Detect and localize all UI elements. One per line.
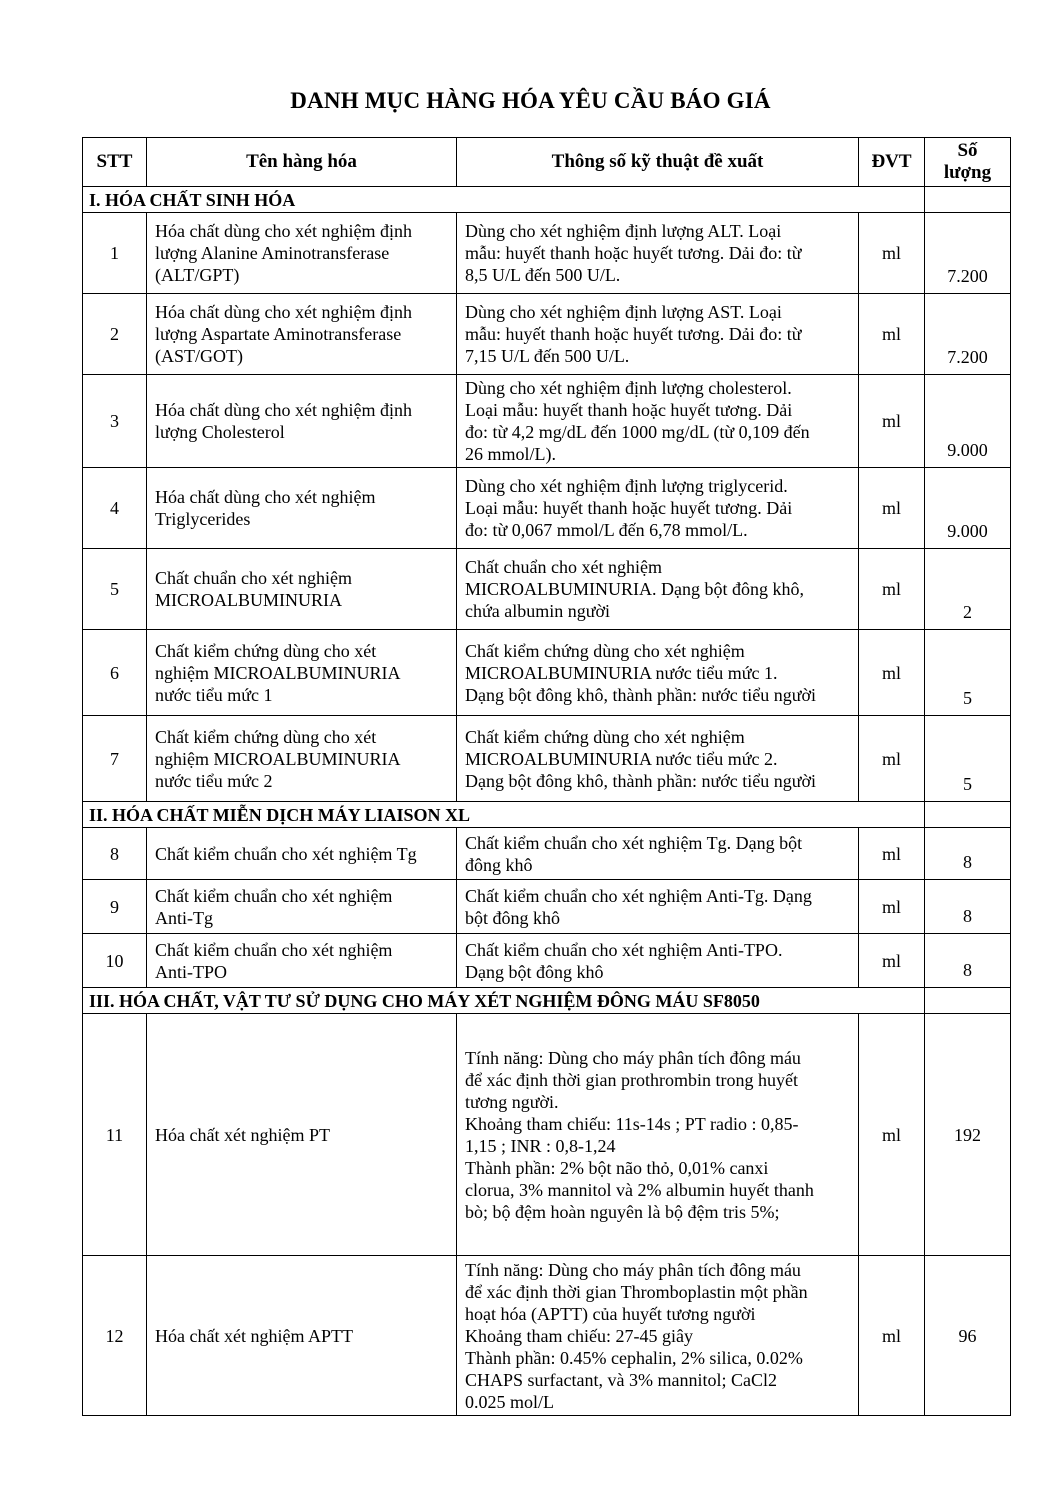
spec-line: để xác định thời gian Thromboplastin một phần: [465, 1281, 808, 1302]
row-stt: 8: [83, 828, 147, 880]
row-qty: 2: [925, 549, 1011, 630]
spec-line: Khoảng tham chiếu: 27-45 giây: [465, 1325, 693, 1346]
row-qty: 5: [925, 630, 1011, 716]
table-row: [83, 468, 1011, 549]
header-qty-line2: lượng: [943, 162, 992, 183]
spec-line: 0.025 mol/L: [465, 1391, 554, 1412]
row-stt: 12: [83, 1256, 147, 1416]
header-spec: Thông số kỹ thuật đề xuất: [457, 138, 859, 187]
spec-line: đo: từ 4,2 mg/dL đến 1000 mg/dL (từ 0,109 đến: [465, 422, 810, 442]
spec-line: Chất kiểm chứng dùng cho xét nghiệm: [465, 640, 745, 661]
row-stt: 11: [83, 1014, 147, 1256]
table-row: [83, 549, 1011, 630]
row-unit: ml: [859, 375, 925, 468]
item-name-line: Hóa chất dùng cho xét nghiệm định: [155, 221, 412, 241]
row-qty: 192: [925, 1014, 1011, 1256]
spec-line: Thành phần: 0.45% cephalin, 2% silica, 0.02%: [465, 1347, 803, 1368]
item-name-line: Hóa chất dùng cho xét nghiệm định: [155, 400, 412, 420]
item-name-line: nước tiểu mức 2: [155, 770, 273, 791]
row-spec: [457, 375, 859, 468]
quotation-table: [82, 137, 1011, 1416]
item-name-line: Chất kiểm chuẩn cho xét nghiệm: [155, 939, 393, 960]
row-spec: [457, 294, 859, 375]
spec-line: hoạt hóa (APTT) của huyết tương người: [465, 1303, 756, 1324]
row-qty: 8: [925, 880, 1011, 934]
spec-line: MICROALBUMINURIA nước tiểu mức 2.: [465, 748, 778, 769]
spec-line: Chất kiểm chuẩn cho xét nghiệm Anti-Tg. Dạng: [465, 885, 812, 906]
item-name-line: lượng Alanine Aminotransferase: [155, 243, 390, 263]
table-row: [83, 213, 1011, 294]
spec-line: mẫu: huyết thanh hoặc huyết tương. Dải đo: từ: [465, 243, 802, 263]
header-qty: [925, 138, 1011, 187]
row-item-name: [147, 468, 457, 549]
item-name-line: (ALT/GPT): [155, 265, 240, 285]
spec-line: 7,15 U/L đến 500 U/L.: [465, 346, 630, 366]
spec-line: 8,5 U/L đến 500 U/L.: [465, 265, 621, 285]
item-name-line: Chất chuẩn cho xét nghiệm: [155, 568, 352, 588]
section-label: III. HÓA CHẤT, VẬT TƯ SỬ DỤNG CHO MÁY XÉT NGHIỆM ĐÔNG MÁU SF8050: [83, 988, 925, 1014]
table-row: [83, 630, 1011, 716]
row-unit: ml: [859, 934, 925, 988]
item-name-line: Triglycerides: [155, 509, 251, 529]
spec-line: 1,15 ; INR : 0,8-1,24: [465, 1135, 616, 1156]
row-unit: ml: [859, 828, 925, 880]
spec-line: Tính năng: Dùng cho máy phân tích đông máu: [465, 1047, 801, 1068]
row-stt: 4: [83, 468, 147, 549]
row-qty: 5: [925, 716, 1011, 802]
row-item-name: [147, 630, 457, 716]
spec-line: mẫu: huyết thanh hoặc huyết tương. Dải đo: từ: [465, 324, 802, 344]
row-stt: 3: [83, 375, 147, 468]
item-name-line: Chất kiểm chuẩn cho xét nghiệm: [155, 885, 393, 906]
spec-line: Tính năng: Dùng cho máy phân tích đông máu: [465, 1259, 801, 1280]
header-name: Tên hàng hóa: [147, 138, 457, 187]
spec-line: Loại mẫu: huyết thanh hoặc huyết tương. Dải: [465, 498, 793, 518]
item-name-line: (AST/GOT): [155, 346, 243, 366]
row-item-name: [147, 828, 457, 880]
item-name-line: Anti-Tg: [155, 907, 213, 928]
table-row: [83, 294, 1011, 375]
item-name-line: Chất kiểm chứng dùng cho xét: [155, 726, 377, 747]
row-item-name: [147, 934, 457, 988]
row-stt: 10: [83, 934, 147, 988]
item-name-line: Anti-TPO: [155, 961, 227, 982]
section-qty-empty: [925, 802, 1011, 828]
row-item-name: [147, 294, 457, 375]
spec-line: Chất kiểm chuẩn cho xét nghiệm Tg. Dạng bột: [465, 832, 803, 853]
document-title: DANH MỤC HÀNG HÓA YÊU CẦU BÁO GIÁ: [290, 88, 771, 113]
row-spec: [457, 880, 859, 934]
spec-line: bò; bộ đệm hoàn nguyên là bộ đệm tris 5%;: [465, 1201, 780, 1222]
item-name-line: lượng Cholesterol: [155, 422, 285, 442]
section-qty-empty: [925, 988, 1011, 1014]
table-row: [83, 1256, 1011, 1416]
row-stt: 1: [83, 213, 147, 294]
row-spec: [457, 1256, 859, 1416]
row-stt: 9: [83, 880, 147, 934]
spec-line: chứa albumin người: [465, 601, 611, 621]
row-spec: [457, 934, 859, 988]
item-name-line: MICROALBUMINURIA: [155, 590, 343, 610]
spec-line: tương người.: [465, 1091, 559, 1112]
item-name-line: lượng Aspartate Aminotransferase: [155, 324, 402, 344]
table-row: [83, 1014, 1011, 1256]
section-row: [83, 988, 1011, 1014]
spec-line: Dùng cho xét nghiệm định lượng ALT. Loại: [465, 221, 782, 241]
table-row: [83, 934, 1011, 988]
row-qty: 96: [925, 1256, 1011, 1416]
spec-line: clorua, 3% mannitol và 2% albumin huyết thanh: [465, 1179, 814, 1200]
row-qty: 7.200: [925, 213, 1011, 294]
spec-line: để xác định thời gian prothrombin trong huyết: [465, 1069, 798, 1090]
item-name-line: Chất kiểm chứng dùng cho xét: [155, 640, 377, 661]
spec-line: Loại mẫu: huyết thanh hoặc huyết tương. Dải: [465, 400, 793, 420]
spec-line: Chất kiểm chuẩn cho xét nghiệm Anti-TPO.: [465, 939, 783, 960]
row-unit: ml: [859, 1256, 925, 1416]
row-item-name: [147, 549, 457, 630]
row-qty: 9.000: [925, 468, 1011, 549]
spec-line: đông khô: [465, 854, 533, 875]
row-unit: ml: [859, 716, 925, 802]
row-stt: 6: [83, 630, 147, 716]
table-row: [83, 716, 1011, 802]
spec-line: Dùng cho xét nghiệm định lượng triglycerid.: [465, 476, 788, 496]
row-spec: [457, 716, 859, 802]
item-name-line: Chất kiểm chuẩn cho xét nghiệm Tg: [155, 843, 417, 864]
row-item-name: [147, 213, 457, 294]
row-qty: 8: [925, 934, 1011, 988]
spec-line: Chất kiểm chứng dùng cho xét nghiệm: [465, 726, 745, 747]
row-spec: [457, 630, 859, 716]
section-row: [83, 187, 1011, 213]
row-item-name: [147, 1014, 457, 1256]
spec-line: Dùng cho xét nghiệm định lượng cholesterol.: [465, 378, 792, 398]
section-qty-empty: [925, 187, 1011, 213]
row-spec: [457, 549, 859, 630]
row-item-name: [147, 716, 457, 802]
item-name-line: nghiệm MICROALBUMINURIA: [155, 662, 401, 683]
table-row: [83, 880, 1011, 934]
row-qty: 8: [925, 828, 1011, 880]
table-row: [83, 828, 1011, 880]
spec-line: Dạng bột đông khô, thành phần: nước tiểu người: [465, 684, 816, 705]
row-qty: 7.200: [925, 294, 1011, 375]
item-name-line: nước tiểu mức 1: [155, 684, 273, 705]
row-unit: ml: [859, 880, 925, 934]
section-label: I. HÓA CHẤT SINH HÓA: [83, 187, 925, 213]
row-spec: [457, 213, 859, 294]
row-unit: ml: [859, 213, 925, 294]
row-spec: [457, 828, 859, 880]
header-stt: STT: [83, 138, 147, 187]
item-name-line: Hóa chất xét nghiệm APTT: [155, 1325, 353, 1346]
spec-line: Khoảng tham chiếu: 11s-14s ; PT radio : 0,85-: [465, 1113, 799, 1134]
row-unit: ml: [859, 549, 925, 630]
row-spec: [457, 468, 859, 549]
row-item-name: [147, 1256, 457, 1416]
row-stt: 7: [83, 716, 147, 802]
row-qty: 9.000: [925, 375, 1011, 468]
row-unit: ml: [859, 468, 925, 549]
section-row: [83, 802, 1011, 828]
spec-line: Dạng bột đông khô, thành phần: nước tiểu người: [465, 770, 816, 791]
spec-line: MICROALBUMINURIA. Dạng bột đông khô,: [465, 579, 804, 599]
table-row: [83, 375, 1011, 468]
row-unit: ml: [859, 630, 925, 716]
row-spec: [457, 1014, 859, 1256]
row-stt: 5: [83, 549, 147, 630]
spec-line: bột đông khô: [465, 907, 561, 928]
row-item-name: [147, 375, 457, 468]
item-name-line: Hóa chất dùng cho xét nghiệm định: [155, 302, 412, 322]
item-name-line: nghiệm MICROALBUMINURIA: [155, 748, 401, 769]
spec-line: Dạng bột đông khô: [465, 961, 604, 982]
spec-line: CHAPS surfactant, và 3% mannitol; CaCl2: [465, 1369, 777, 1390]
spec-line: đo: từ 0,067 mmol/L đến 6,78 mmol/L.: [465, 520, 748, 540]
spec-line: Thành phần: 2% bột não thỏ, 0,01% canxi: [465, 1157, 769, 1178]
header-unit: ĐVT: [859, 138, 925, 187]
row-stt: 2: [83, 294, 147, 375]
spec-line: Dùng cho xét nghiệm định lượng AST. Loại: [465, 302, 782, 322]
row-item-name: [147, 880, 457, 934]
spec-line: MICROALBUMINURIA nước tiểu mức 1.: [465, 662, 778, 683]
item-name-line: Hóa chất xét nghiệm PT: [155, 1124, 330, 1145]
spec-line: 26 mmol/L).: [465, 444, 556, 464]
header-qty-line1: Số: [957, 140, 978, 161]
row-unit: ml: [859, 1014, 925, 1256]
item-name-line: Hóa chất dùng cho xét nghiệm: [155, 487, 376, 507]
section-label: II. HÓA CHẤT MIỄN DỊCH MÁY LIAISON XL: [83, 802, 925, 828]
row-unit: ml: [859, 294, 925, 375]
header-row: [83, 138, 1011, 187]
spec-line: Chất chuẩn cho xét nghiệm: [465, 557, 662, 577]
